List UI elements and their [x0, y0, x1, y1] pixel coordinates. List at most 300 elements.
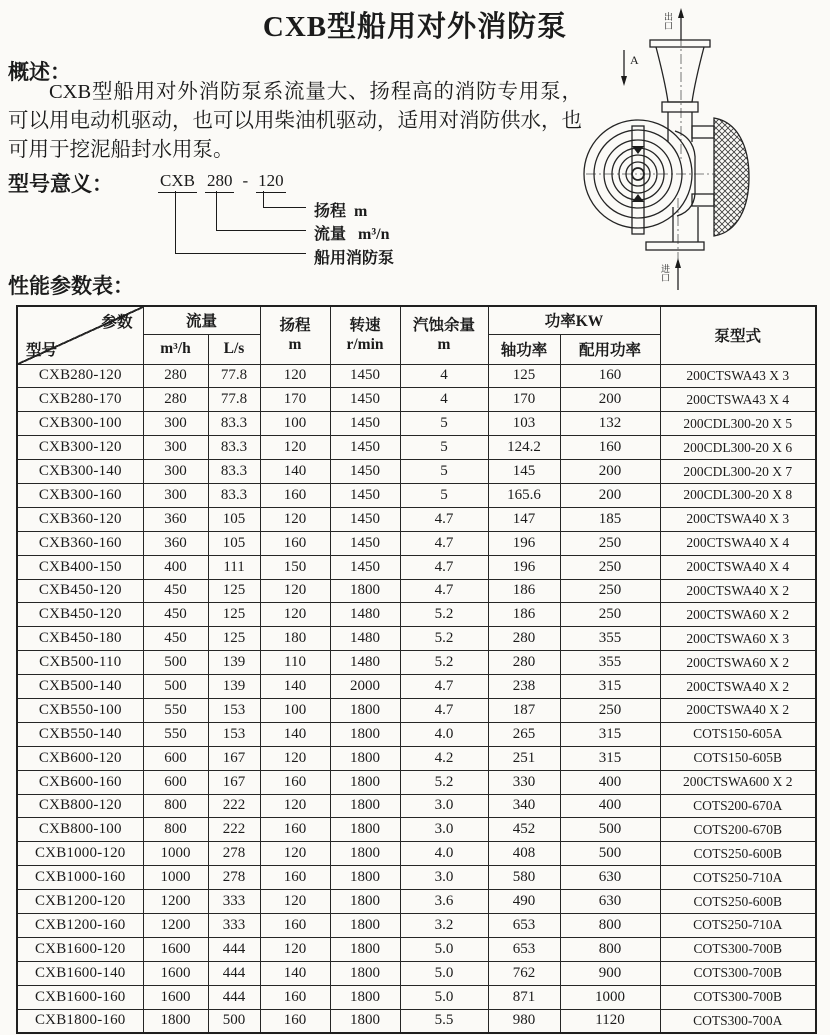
table-cell: 1800 [330, 794, 400, 818]
table-cell: 105 [208, 531, 260, 555]
table-row [17, 961, 816, 985]
table-cell: 147 [488, 507, 560, 531]
table-cell: 1800 [330, 1009, 400, 1033]
table-cell: 4.0 [400, 842, 488, 866]
table-cell: 1800 [330, 890, 400, 914]
table-cell: 1800 [330, 961, 400, 985]
table-cell: 170 [260, 388, 330, 412]
table-cell: 550 [143, 722, 208, 746]
table-cell: CXB500-110 [17, 651, 143, 675]
table-cell: 77.8 [208, 364, 260, 388]
table-cell: 160 [560, 436, 660, 460]
table-cell: 600 [143, 746, 208, 770]
table-cell: 153 [208, 698, 260, 722]
callout-flow-label: 流量 m³/n [314, 226, 390, 243]
table-cell: 5.0 [400, 961, 488, 985]
table-cell: 140 [260, 722, 330, 746]
performance-table-heading: 性能参数表： [8, 274, 134, 298]
table-row [17, 651, 816, 675]
overview-body: CXB型船用对外消防泵系流量大、扬程高的消防专用泵，可以用电动机驱动，也可以用柴油机驱动，适用对消防供水，也可用于挖泥船封水用泵。 [8, 81, 582, 161]
table-cell: 120 [260, 579, 330, 603]
table-cell: 4.7 [400, 698, 488, 722]
callout-series-label: 船用消防泵 [314, 250, 395, 267]
table-row [17, 388, 816, 412]
view-a-label: A [630, 53, 639, 67]
col-head-label: 扬程 [279, 316, 311, 334]
table-cell: 4.2 [400, 746, 488, 770]
table-cell: 5.0 [400, 937, 488, 961]
table-row [17, 555, 816, 579]
table-cell: 125 [488, 364, 560, 388]
table-cell: 1120 [560, 1009, 660, 1033]
table-cell: 200CTSWA600 X 2 [660, 770, 816, 794]
table-cell: 200CDL300-20 X 8 [660, 483, 816, 507]
table-row [17, 603, 816, 627]
table-cell: 1600 [143, 985, 208, 1009]
table-cell: 1450 [330, 483, 400, 507]
table-cell: 315 [560, 675, 660, 699]
table-cell: 200CTSWA40 X 2 [660, 675, 816, 699]
table-cell: 200CDL300-20 X 7 [660, 460, 816, 484]
table-row [17, 770, 816, 794]
table-cell: CXB400-150 [17, 555, 143, 579]
table-cell: 1800 [330, 698, 400, 722]
table-cell: 1480 [330, 627, 400, 651]
table-cell: 1800 [330, 746, 400, 770]
pump-drawing [578, 2, 828, 300]
table-cell: 250 [560, 555, 660, 579]
performance-table [16, 305, 817, 1034]
table-cell: 400 [560, 770, 660, 794]
table-row [17, 985, 816, 1009]
table-cell: 315 [560, 746, 660, 770]
table-cell: 1800 [330, 722, 400, 746]
table-cell: 400 [560, 794, 660, 818]
table-cell: 500 [143, 651, 208, 675]
table-cell: 1450 [330, 412, 400, 436]
table-row [17, 746, 816, 770]
table-cell: 1800 [330, 937, 400, 961]
table-cell: 1800 [330, 770, 400, 794]
col-fitted-power: 配用功率 [560, 334, 660, 364]
table-cell: CXB450-120 [17, 579, 143, 603]
table-cell: 450 [143, 603, 208, 627]
table-row [17, 364, 816, 388]
table-cell: 250 [560, 531, 660, 555]
table-cell: 5.2 [400, 770, 488, 794]
table-cell: COTS250-600B [660, 842, 816, 866]
table-cell: 4 [400, 388, 488, 412]
table-cell: 980 [488, 1009, 560, 1033]
table-cell: 200CTSWA40 X 4 [660, 531, 816, 555]
table-cell: 280 [488, 651, 560, 675]
overview-heading: 概述： [8, 60, 71, 84]
table-cell: 500 [560, 818, 660, 842]
table-cell: 200CTSWA40 X 2 [660, 579, 816, 603]
table-cell: 800 [143, 818, 208, 842]
table-cell: 160 [560, 364, 660, 388]
table-cell: COTS150-605B [660, 746, 816, 770]
table-cell: 3.0 [400, 818, 488, 842]
table-cell: 238 [488, 675, 560, 699]
table-cell: 355 [560, 627, 660, 651]
table-cell: 160 [260, 866, 330, 890]
table-cell: 150 [260, 555, 330, 579]
table-cell: 4.7 [400, 555, 488, 579]
table-cell: 160 [260, 770, 330, 794]
table-cell: 100 [260, 698, 330, 722]
table-cell: 200CDL300-20 X 6 [660, 436, 816, 460]
table-cell: COTS250-600B [660, 890, 816, 914]
table-cell: 222 [208, 818, 260, 842]
table-cell: 105 [208, 507, 260, 531]
col-flow-ls: L/s [208, 334, 260, 364]
table-cell: 630 [560, 890, 660, 914]
model-code-dash: - [242, 171, 249, 190]
table-cell: 200 [560, 388, 660, 412]
table-cell: 360 [143, 531, 208, 555]
table-cell: 630 [560, 866, 660, 890]
table-cell: 280 [143, 364, 208, 388]
table-cell: 5 [400, 483, 488, 507]
table-cell: 200CTSWA40 X 3 [660, 507, 816, 531]
table-cell: 4.7 [400, 675, 488, 699]
table-cell: 200 [560, 483, 660, 507]
table-cell: COTS300-700B [660, 985, 816, 1009]
col-speed [330, 306, 400, 364]
table-cell: 1800 [330, 913, 400, 937]
table-cell: 4.7 [400, 531, 488, 555]
col-shaft-power: 轴功率 [488, 334, 560, 364]
table-cell: CXB800-120 [17, 794, 143, 818]
table-cell: 187 [488, 698, 560, 722]
model-code [158, 171, 286, 193]
table-cell: 400 [143, 555, 208, 579]
table-cell: 1800 [330, 818, 400, 842]
table-cell: 120 [260, 937, 330, 961]
table-cell: 1200 [143, 913, 208, 937]
table-cell: 160 [260, 483, 330, 507]
col-npsh-unit: m [437, 336, 451, 354]
page-title: CXB型船用对外消防泵 [262, 11, 568, 43]
table-cell: 185 [560, 507, 660, 531]
table-cell: 4.7 [400, 579, 488, 603]
table-cell: 186 [488, 579, 560, 603]
table-cell: 132 [560, 412, 660, 436]
table-cell: 140 [260, 675, 330, 699]
table-row [17, 675, 816, 699]
table-cell: 100 [260, 412, 330, 436]
table-cell: 145 [488, 460, 560, 484]
table-cell: 1450 [330, 388, 400, 412]
table-body [17, 364, 816, 1033]
corner-model-label: 型号 [26, 341, 58, 359]
outlet-label: 出口 [663, 12, 673, 30]
table-cell: 315 [560, 722, 660, 746]
table-cell: 77.8 [208, 388, 260, 412]
table-cell: COTS300-700B [660, 961, 816, 985]
table-cell: CXB1000-120 [17, 842, 143, 866]
table-cell: 600 [143, 770, 208, 794]
table-cell: 265 [488, 722, 560, 746]
table-cell: 120 [260, 436, 330, 460]
table-cell: 250 [560, 579, 660, 603]
table-cell: 200CTSWA60 X 3 [660, 627, 816, 651]
table-cell: CXB600-120 [17, 746, 143, 770]
table-cell: 180 [260, 627, 330, 651]
table-cell: 200CTSWA60 X 2 [660, 651, 816, 675]
col-pump-type: 泵型式 [660, 306, 816, 364]
table-cell: 653 [488, 913, 560, 937]
table-cell: 120 [260, 842, 330, 866]
table-cell: 1800 [330, 842, 400, 866]
table-cell: 360 [143, 507, 208, 531]
table-cell: 1450 [330, 460, 400, 484]
table-cell: 3.0 [400, 866, 488, 890]
inlet-label: 进口 [660, 264, 670, 282]
col-npsh [400, 306, 488, 364]
col-head [260, 306, 330, 364]
table-cell: 167 [208, 746, 260, 770]
table-cell: 1450 [330, 364, 400, 388]
table-cell: 340 [488, 794, 560, 818]
table-cell: 83.3 [208, 483, 260, 507]
table-cell: COTS300-700B [660, 937, 816, 961]
view-a-arrow-icon [621, 76, 627, 86]
table-cell: 200CTSWA60 X 2 [660, 603, 816, 627]
table-cell: 103 [488, 412, 560, 436]
table-row [17, 866, 816, 890]
table-cell: 3.0 [400, 794, 488, 818]
table-cell: 500 [143, 675, 208, 699]
table-cell: 5 [400, 412, 488, 436]
table-cell: 120 [260, 794, 330, 818]
table-cell: 800 [560, 913, 660, 937]
table-cell: 250 [560, 698, 660, 722]
table-cell: 1000 [560, 985, 660, 1009]
table-row [17, 460, 816, 484]
table-cell: 444 [208, 985, 260, 1009]
table-cell: 450 [143, 579, 208, 603]
table-cell: 139 [208, 651, 260, 675]
table-cell: 280 [143, 388, 208, 412]
table-cell: CXB500-140 [17, 675, 143, 699]
table-cell: 800 [143, 794, 208, 818]
table-cell: 500 [208, 1009, 260, 1033]
corner-param-label: 参数 [101, 314, 133, 331]
table-cell: 4.0 [400, 722, 488, 746]
table-cell: 1480 [330, 651, 400, 675]
table-cell: 4.7 [400, 507, 488, 531]
table-row [17, 913, 816, 937]
table-row [17, 722, 816, 746]
table-cell: 4 [400, 364, 488, 388]
table-row [17, 1009, 816, 1033]
table-cell: 450 [143, 627, 208, 651]
table-cell: CXB800-100 [17, 818, 143, 842]
table-cell: 300 [143, 436, 208, 460]
table-cell: 5.2 [400, 651, 488, 675]
model-code-flow: 280 [205, 171, 235, 193]
table-cell: 200 [560, 460, 660, 484]
table-cell: 408 [488, 842, 560, 866]
table-row [17, 794, 816, 818]
table-cell: 1450 [330, 436, 400, 460]
table-cell: 125 [208, 627, 260, 651]
table-cell: 200CTSWA40 X 4 [660, 555, 816, 579]
table-cell: 1800 [143, 1009, 208, 1033]
table-row [17, 698, 816, 722]
table-cell: 83.3 [208, 412, 260, 436]
table-cell: CXB1800-160 [17, 1009, 143, 1033]
table-cell: 800 [560, 937, 660, 961]
table-row [17, 412, 816, 436]
table-row [17, 627, 816, 651]
table-cell: 125 [208, 579, 260, 603]
table-cell: 120 [260, 890, 330, 914]
table-cell: 490 [488, 890, 560, 914]
table-cell: CXB360-120 [17, 507, 143, 531]
table-cell: 125 [208, 603, 260, 627]
table-cell: 200CTSWA43 X 3 [660, 364, 816, 388]
table-row [17, 507, 816, 531]
table-cell: CXB300-140 [17, 460, 143, 484]
table-cell: 139 [208, 675, 260, 699]
table-cell: CXB300-100 [17, 412, 143, 436]
table-cell: COTS250-710A [660, 866, 816, 890]
table-cell: 280 [488, 627, 560, 651]
table-cell: 2000 [330, 675, 400, 699]
table-cell: 1800 [330, 579, 400, 603]
table-cell: 83.3 [208, 436, 260, 460]
table-cell: 3.2 [400, 913, 488, 937]
table-row [17, 842, 816, 866]
table-cell: CXB280-170 [17, 388, 143, 412]
table-cell: COTS200-670B [660, 818, 816, 842]
table-cell: CXB300-160 [17, 483, 143, 507]
table-cell: CXB450-180 [17, 627, 143, 651]
table-cell: 160 [260, 818, 330, 842]
table-cell: 160 [260, 913, 330, 937]
table-cell: 278 [208, 866, 260, 890]
table-row [17, 890, 816, 914]
table-cell: 120 [260, 364, 330, 388]
table-cell: CXB1000-160 [17, 866, 143, 890]
table-cell: CXB450-120 [17, 603, 143, 627]
table-cell: 500 [560, 842, 660, 866]
table-row [17, 937, 816, 961]
table-cell: 160 [260, 1009, 330, 1033]
table-row [17, 483, 816, 507]
table-cell: 120 [260, 603, 330, 627]
table-cell: CXB360-160 [17, 531, 143, 555]
table-cell: 250 [560, 603, 660, 627]
table-cell: 330 [488, 770, 560, 794]
inlet-arrow-icon [675, 258, 681, 268]
table-cell: COTS150-605A [660, 722, 816, 746]
model-meaning-heading: 型号意义： [8, 172, 113, 196]
model-code-series: CXB [158, 171, 197, 193]
corner-cell [17, 306, 143, 364]
table-cell: COTS250-710A [660, 913, 816, 937]
col-head-unit: m [288, 336, 302, 354]
table-cell: 140 [260, 961, 330, 985]
table-cell: CXB1200-160 [17, 913, 143, 937]
table-cell: 1000 [143, 866, 208, 890]
table-cell: COTS200-670A [660, 794, 816, 818]
table-cell: 120 [260, 746, 330, 770]
table-cell: 200CTSWA40 X 2 [660, 698, 816, 722]
callout-head-label: 扬程 m [314, 203, 368, 220]
table-cell: 5 [400, 460, 488, 484]
table-cell: 355 [560, 651, 660, 675]
table-cell: CXB1600-160 [17, 985, 143, 1009]
table-cell: CXB1600-120 [17, 937, 143, 961]
table-cell: 444 [208, 937, 260, 961]
col-flow-m3h: m³/h [143, 334, 208, 364]
table-cell: 140 [260, 460, 330, 484]
table-cell: CXB1200-120 [17, 890, 143, 914]
table-cell: 3.6 [400, 890, 488, 914]
outlet-arrow-icon [678, 8, 684, 18]
table-cell: 762 [488, 961, 560, 985]
table-cell: 1200 [143, 890, 208, 914]
table-cell: 170 [488, 388, 560, 412]
table-cell: 300 [143, 483, 208, 507]
col-npsh-label: 汽蚀余量 [413, 316, 476, 334]
table-cell: 5.5 [400, 1009, 488, 1033]
table-cell: 580 [488, 866, 560, 890]
table-cell: 1480 [330, 603, 400, 627]
table-cell: 120 [260, 507, 330, 531]
table-cell: 900 [560, 961, 660, 985]
table-cell: CXB300-120 [17, 436, 143, 460]
table-cell: 5.2 [400, 603, 488, 627]
table-cell: 444 [208, 961, 260, 985]
table-cell: 333 [208, 890, 260, 914]
table-cell: CXB600-160 [17, 770, 143, 794]
col-speed-unit: r/min [346, 336, 384, 354]
table-cell: 1450 [330, 507, 400, 531]
table-cell: 153 [208, 722, 260, 746]
callout-line-head [263, 191, 306, 208]
col-speed-label: 转速 [349, 316, 381, 334]
table-cell: 167 [208, 770, 260, 794]
table-row [17, 531, 816, 555]
table-cell: 200CDL300-20 X 5 [660, 412, 816, 436]
table-cell: 300 [143, 412, 208, 436]
table-cell: CXB280-120 [17, 364, 143, 388]
table-cell: 186 [488, 603, 560, 627]
table-cell: 333 [208, 913, 260, 937]
table-cell: 196 [488, 531, 560, 555]
table-cell: 300 [143, 460, 208, 484]
col-group-flow: 流量 [143, 306, 260, 334]
table-cell: 1800 [330, 866, 400, 890]
table-cell: 200CTSWA43 X 4 [660, 388, 816, 412]
table-cell: 550 [143, 698, 208, 722]
table-cell: 83.3 [208, 460, 260, 484]
col-group-power: 功率KW [488, 306, 660, 334]
table-cell: 1600 [143, 937, 208, 961]
table-cell: CXB1600-140 [17, 961, 143, 985]
table-cell: 1450 [330, 555, 400, 579]
table-cell: 653 [488, 937, 560, 961]
pump-schematic-figure [578, 2, 828, 300]
table-row [17, 579, 816, 603]
table-cell: 165.6 [488, 483, 560, 507]
table-cell: 5 [400, 436, 488, 460]
